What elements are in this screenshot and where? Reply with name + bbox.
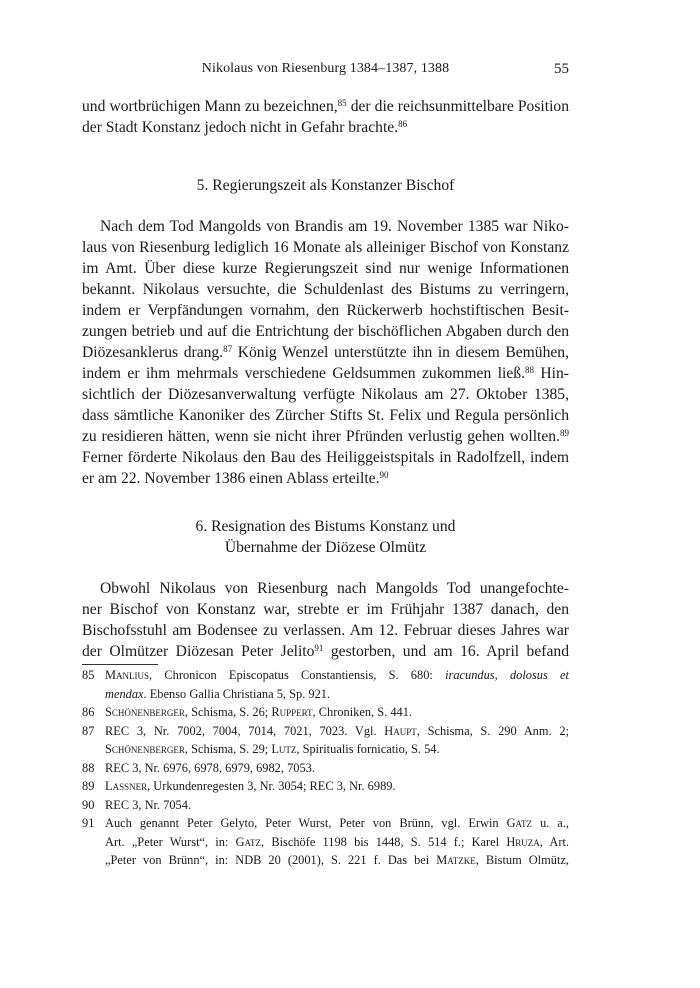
text-line <box>82 641 569 662</box>
text-run: REC 3, Nr. 7002, 7004, 7014, 7021, 7023. Vgl. <box>105 723 385 738</box>
text-line: Obwohl Nikolaus von Riesenburg nach Mangolds Tod unangefochte- <box>100 580 569 597</box>
section-5-paragraph <box>82 216 569 489</box>
text-line: Bischofsstuhl am Bodensee zu verlassen. Am 12. Februar dieses Jahres war <box>82 622 569 639</box>
text-run: u. a., <box>532 816 569 830</box>
footnote-line: REC 3, Nr. 7054. <box>105 797 192 812</box>
footnote-rule <box>82 664 158 665</box>
text-run: , Schisma, S. 290 Anm. 2; <box>416 723 569 738</box>
footnote-line <box>105 685 569 704</box>
text-run: , Urkundenregesten 3, Nr. 3054; REC 3, Nr. 6989. <box>147 779 396 793</box>
text-line: ner Bischof von Konstanz war, strebte er im Frühjahr 1387 danach, den <box>82 601 569 618</box>
text-line: Nach dem Tod Mangolds von Brandis am 19. November 1385 war Niko- <box>100 218 569 235</box>
footnote-line <box>105 722 569 741</box>
text-line: laus von Riesenburg lediglich 16 Monate als alleiniger Bischof von Konstanz <box>82 239 569 256</box>
section-heading-6 <box>82 516 569 558</box>
footnote-number: 87 <box>82 723 95 738</box>
text-line: dass sämtliche Kanoniker des Zürcher Stifts St. Felix und Regula persönlich <box>82 407 569 424</box>
text-run: der die reichsunmittelbare Position <box>346 98 569 115</box>
text-run: der Olmützer Diözesan Peter Jelito <box>82 643 315 660</box>
footnote-ref[interactable]: 85 <box>337 98 347 108</box>
heading-line: Übernahme der Diözese Olmütz <box>224 539 427 556</box>
text-run: er am 22. November 1386 einen Ablass erteilte. <box>82 470 380 487</box>
footnote-number: 91 <box>82 816 95 830</box>
footnote-86 <box>82 703 569 722</box>
continuation-paragraph <box>82 96 569 138</box>
text-run: , Spiritualis fornicatio, S. 54. <box>296 742 440 756</box>
footnote-90 <box>82 796 569 815</box>
text-line: im Amt. Über diese kurze Regierungszeit sind nur wenige Informationen <box>82 260 569 277</box>
author-name: Matzke <box>436 853 476 867</box>
author-name: Schönenberger <box>105 705 185 719</box>
running-head: Nikolaus von Riesenburg 1384–1387, 1388 <box>201 61 450 76</box>
author-name: Gatz <box>235 834 262 849</box>
text-line <box>82 96 569 117</box>
footnote-number: 89 <box>82 779 95 793</box>
footnote-number: 86 <box>82 705 95 719</box>
text-run: Hin- <box>533 365 569 382</box>
text-run: „Peter von Brünn“, in: NDB 20 (2001), S. 221 f. Das bei <box>105 853 437 867</box>
footnote-line <box>105 666 569 685</box>
footnote-91 <box>82 814 569 870</box>
text-run: der Stadt Konstanz jedoch nicht in Gefahr brachte. <box>82 119 399 136</box>
footnote-ref[interactable]: 91 <box>314 643 324 653</box>
text-line: bekannt. Nikolaus versuchte, die Schuldenlast des Bistums zu verringern, <box>82 281 569 298</box>
text-run: , Schisma, S. 26; <box>184 705 272 719</box>
latin-quote: mendax <box>105 686 144 701</box>
text-line <box>82 117 569 138</box>
text-line: zungen betrieb und auf die Entrichtung der bischöflichen Abgaben durch den <box>82 323 569 340</box>
text-run: Art. „Peter Wurst“, in: <box>105 834 236 849</box>
author-name: Hruza <box>506 834 540 849</box>
footnote-ref[interactable]: 90 <box>379 470 389 480</box>
section-heading-5: 5. Regierungszeit als Konstanzer Bischof <box>196 177 455 194</box>
footnote-number: 85 <box>82 668 95 682</box>
footnote-line <box>105 740 569 759</box>
section-6-paragraph <box>82 578 569 662</box>
footnote-88 <box>82 759 569 778</box>
text-run: König Wenzel unterstützte ihn in diesem Bemühen, <box>232 344 569 361</box>
footnote-ref[interactable]: 89 <box>560 428 569 438</box>
text-run: , Chronicon Episcopatus Constantiensis, S. 680: <box>149 668 446 682</box>
footnote-number: 90 <box>82 797 95 812</box>
footnote-line <box>105 851 569 870</box>
author-name: Gatz <box>506 816 533 830</box>
text-line: indem er Verpfändungen vornahm, den Rückerwerb hochstiftischen Besit- <box>82 302 569 319</box>
footnote-87 <box>82 722 569 759</box>
text-run: , Bischöfe 1198 bis 1448, S. 514 f.; Karel <box>261 834 507 849</box>
author-name: Manlius <box>105 668 150 682</box>
footnotes <box>82 666 569 870</box>
text-run: gestorben, und am 16. April befand <box>323 643 569 660</box>
footnote-85 <box>82 666 569 703</box>
footnote-line: REC 3, Nr. 6976, 6978, 6979, 6982, 7053. <box>105 760 315 775</box>
text-line <box>82 426 569 447</box>
footnote-line <box>105 703 569 722</box>
footnote-number: 88 <box>82 760 95 775</box>
footnote-line <box>105 814 569 833</box>
latin-quote: iracundus, dolosus et <box>445 668 569 682</box>
footnote-ref[interactable]: 86 <box>398 119 408 129</box>
text-line: Ferner förderte Nikolaus den Bau des Heiliggeistspitals in Radolfzell, indem <box>82 449 569 466</box>
footnote-line <box>105 777 569 796</box>
footnote-line <box>105 833 569 852</box>
text-line <box>82 342 569 363</box>
text-line: sichtlich der Diözesanverwaltung verfügte Nikolaus am 27. Oktober 1385, <box>82 386 569 403</box>
text-run: und wortbrüchigen Mann zu bezeichnen, <box>82 98 338 115</box>
page-number: 55 <box>554 61 569 77</box>
heading-line: 6. Resignation des Bistums Konstanz und <box>195 518 456 535</box>
text-run: indem er ihm mehrmals verschiedene Geldsummen zukommen ließ. <box>82 365 525 382</box>
text-run: , Art. <box>539 834 569 849</box>
author-name: Lutz <box>271 742 297 756</box>
author-name: Lassner <box>105 779 148 793</box>
text-run: , Chroniken, S. 441. <box>312 705 413 719</box>
text-run: zu residieren hätten, wenn sie nicht ihrer Pfründen verlustig gehen wollten. <box>82 428 560 445</box>
footnote-89 <box>82 777 569 796</box>
text-run: Auch genannt Peter Gelyto, Peter Wurst, Peter von Brünn, vgl. Erwin <box>105 816 507 830</box>
author-name: Haupt <box>384 723 417 738</box>
text-run: . Ebenso Gallia Christiana 5, Sp. 921. <box>143 686 331 701</box>
text-run: , Bistum Olmütz, <box>475 853 569 867</box>
text-run: , Schisma, S. 29; <box>184 742 272 756</box>
footnote-ref[interactable]: 88 <box>524 365 534 375</box>
text-line <box>82 468 569 489</box>
footnote-ref[interactable]: 87 <box>223 344 233 354</box>
author-name: Ruppert <box>271 705 313 719</box>
author-name: Schönenberger <box>105 742 185 756</box>
text-line <box>82 363 569 384</box>
page-header <box>82 61 569 81</box>
text-run: Diözesanklerus drang. <box>82 344 224 361</box>
